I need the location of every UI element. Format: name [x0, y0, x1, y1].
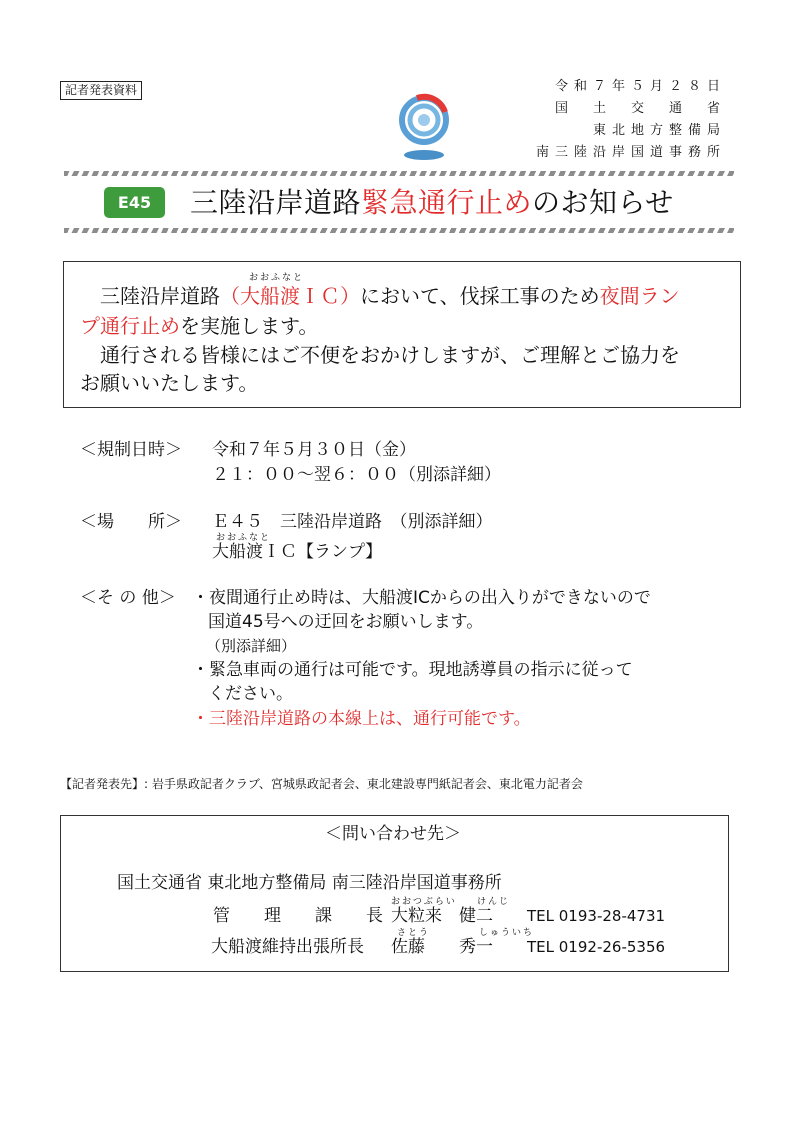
other-item-1-note: （別添詳細）	[206, 637, 297, 655]
contact-row2-ruby-surname: さとう	[397, 928, 431, 938]
contact-row1-phone: TEL 0193-28-4731	[527, 907, 666, 925]
notice-road-name: 三陸沿岸道路	[100, 284, 220, 308]
title-emphasis: 緊急通行止め	[361, 186, 533, 219]
notice-closure-a: 夜間ラン	[599, 284, 680, 308]
place-ruby: おおふなと	[216, 533, 272, 543]
notice-ruby: おおふなと	[249, 273, 305, 283]
schedule-time: ２１：００～翌６：００（別添詳細）	[212, 465, 501, 485]
other-item-2: ・緊急車両の通行は可能です。現地誘導員の指示に従って	[192, 660, 633, 680]
issue-date: 令和７年５月２８日	[554, 79, 726, 94]
contact-row2-ruby-given: しゅういち	[479, 928, 535, 938]
issuer-bureau: 東北地方整備局	[592, 123, 726, 138]
contact-row2-phone: TEL 0192-26-5356	[527, 938, 666, 956]
contact-row1-name: 大粒来 健二	[391, 906, 493, 926]
contact-organization: 国土交通省 東北地方整備局 南三陸沿岸国道事務所	[117, 873, 502, 893]
mlit-logo-icon	[393, 92, 455, 164]
title-top-stripe	[64, 171, 734, 176]
notice-line-2	[80, 312, 318, 340]
issuer-office: 南三陸沿岸国道事務所	[535, 145, 726, 160]
issuer-block	[536, 76, 726, 164]
place-label: ＜場 所＞	[80, 512, 182, 532]
contact-row1-title: 管 理 課 長	[213, 906, 383, 926]
notice-ic-name: （大船渡ＩＣ）	[220, 284, 360, 308]
notice-line-4: お願いいたします。	[80, 371, 259, 395]
other-item-1-cont: 国道45号への迂回をお願いします。	[208, 612, 484, 632]
contact-box	[60, 815, 729, 972]
notice-line-3: 通行される皆様にはご不便をおかけしますが、ご理解とご協力を	[100, 343, 680, 367]
contact-heading: ＜問い合わせ先＞	[325, 824, 461, 844]
other-label: ＜そ の 他＞	[80, 588, 176, 608]
other-item-1: ・夜間通行止め時は、大船渡ICからの出入りができないので	[192, 588, 651, 608]
contact-row2-title: 大船渡維持出張所長	[211, 937, 364, 957]
title-bottom-stripe	[64, 228, 734, 233]
document-type-tag: 記者発表資料	[60, 81, 142, 100]
place-ic: 大船渡ＩＣ【ランプ】	[212, 542, 383, 562]
press-recipients: 【記者発表先】: 岩手県政記者クラブ、宮城県政記者会、東北建設専門紙記者会、東北電力記者会	[60, 777, 583, 791]
other-item-3: ・三陸沿岸道路の本線上は、通行可能です。	[192, 709, 531, 729]
notice-action: を実施します。	[180, 314, 319, 338]
route-badge: E45	[104, 187, 165, 218]
notice-closure-b: プ通行止め	[80, 314, 180, 338]
place-route: Ｅ４５ 三陸沿岸道路 （別添詳細）	[212, 512, 493, 532]
contact-row1-ruby-given: けんじ	[477, 897, 511, 907]
issuer-ministry: 国 土 交 通 省	[554, 101, 726, 116]
contact-row1-ruby-surname: おおつぶらい	[391, 897, 457, 907]
title-suffix: のお知らせ	[532, 186, 674, 219]
schedule-label: ＜規制日時＞	[80, 440, 182, 460]
schedule-date: 令和７年５月３０日（金）	[212, 440, 416, 460]
notice-line-1	[100, 282, 680, 310]
title-route: 三陸沿岸道路	[190, 186, 362, 219]
notice-reason: において、伐採工事のため	[360, 284, 600, 308]
notice-box	[63, 261, 741, 408]
contact-row2-name: 佐藤 秀一	[391, 937, 493, 957]
page-title	[190, 183, 674, 223]
other-item-2-cont: ください。	[208, 684, 293, 704]
